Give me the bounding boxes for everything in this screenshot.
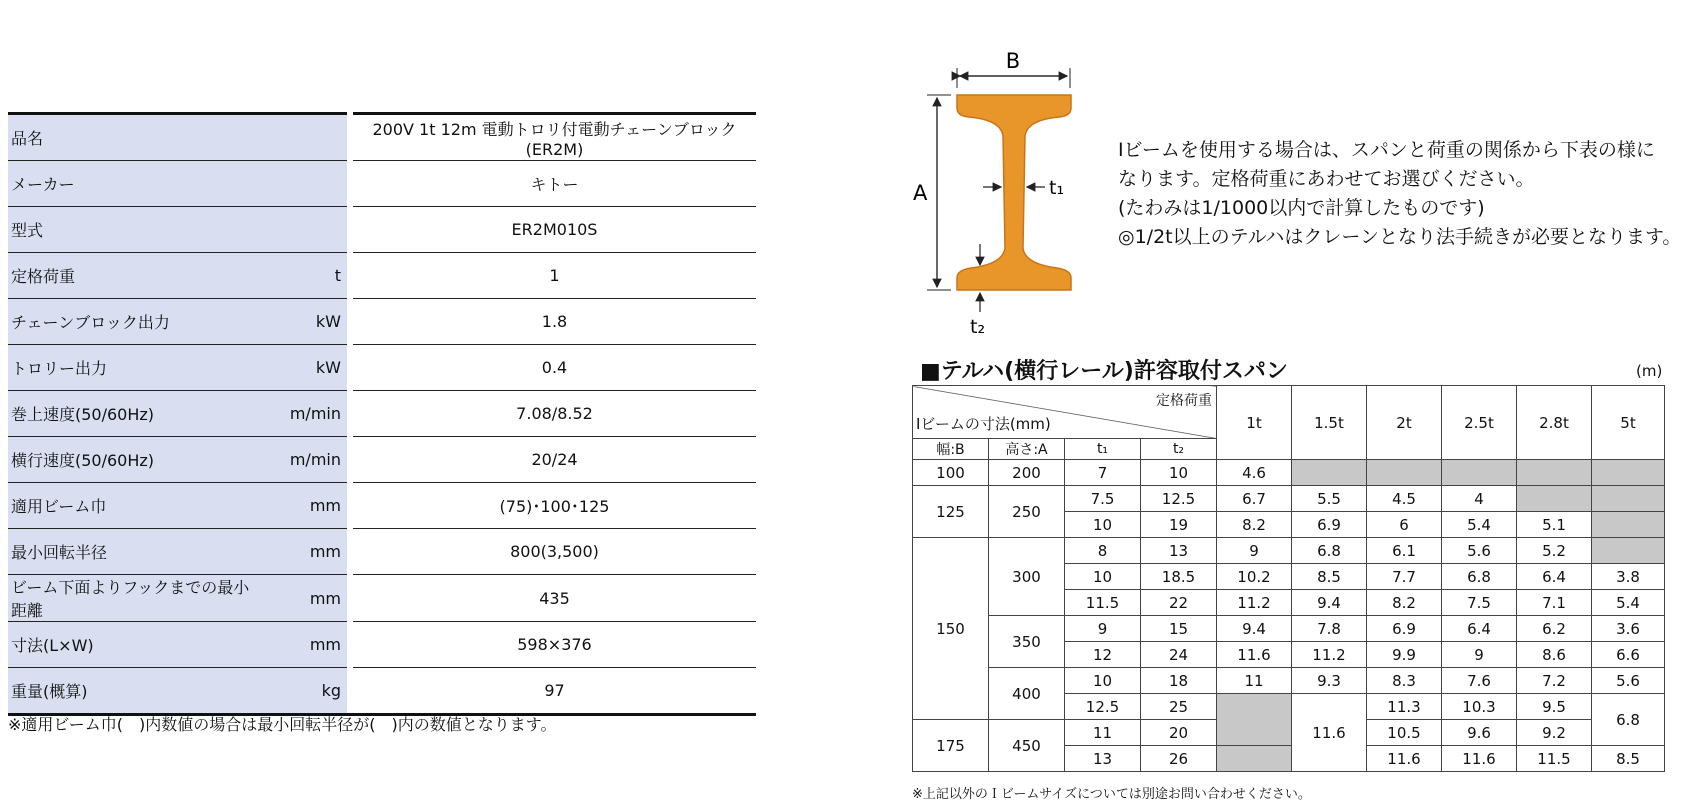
spec-row [8,207,756,253]
span-value-cell: 11.3 [1367,694,1442,720]
beam-dimension-cell: 15 [1141,616,1217,642]
span-value-cell: 7.8 [1292,616,1367,642]
span-value-cell: 11.2 [1217,590,1292,616]
span-value-cell: 10.3 [1442,694,1517,720]
span-row [913,538,1665,564]
beam-dimension-cell: 12 [1065,642,1141,668]
span-value-cell: 11.6 [1292,694,1367,772]
beam-dimension-cell: 12.5 [1141,486,1217,512]
ibeam-label-t2: t₂ [970,316,986,338]
span-value-cell: 11.5 [1517,746,1592,772]
span-value-cell [1292,460,1367,486]
spec-value: 7.08/8.52 [353,391,756,437]
sub-header: 幅:B [913,439,989,460]
beam-dimension-cell: 22 [1141,590,1217,616]
span-value-cell [1592,538,1665,564]
spec-row [8,391,756,437]
spec-unit: mm [256,483,347,529]
beam-dimension-cell: 18 [1141,668,1217,694]
span-table-unit: (m) [1636,362,1663,380]
span-value-cell: 4 [1442,486,1517,512]
beam-dimension-cell: 12.5 [1065,694,1141,720]
span-value-cell: 6.8 [1292,538,1367,564]
spec-value: 1.8 [353,299,756,345]
span-row [913,616,1665,642]
span-value-cell: 6.8 [1442,564,1517,590]
beam-dimension-cell: 10 [1141,460,1217,486]
span-value-cell: 8.6 [1517,642,1592,668]
span-row [913,668,1665,694]
spec-row [8,529,756,575]
span-value-cell: 8.2 [1367,590,1442,616]
span-value-cell: 10.5 [1367,720,1442,746]
spec-value: ER2M010S [353,207,756,253]
spec-row [8,622,756,668]
beam-dimension-cell: 450 [989,720,1065,772]
span-value-cell [1217,694,1292,746]
spec-unit: t [256,253,347,299]
span-value-cell: 10.2 [1217,564,1292,590]
spec-value: 0.4 [353,345,756,391]
spec-value: 598×376 [353,622,756,668]
spec-row [8,299,756,345]
sub-header: t₂ [1141,439,1217,460]
spec-label: 適用ビーム巾 [8,483,256,529]
span-value-cell [1592,460,1665,486]
beam-dimension-cell: 350 [989,616,1065,668]
spec-unit: kW [256,345,347,391]
beam-dimension-cell: 11 [1065,720,1141,746]
span-value-cell: 9.5 [1517,694,1592,720]
spec-row [8,345,756,391]
header-beam-label: Iビームの寸法(mm) [916,415,1051,433]
span-value-cell [1217,746,1292,772]
span-value-cell: 7.5 [1442,590,1517,616]
spec-label: トロリー出力 [8,345,256,391]
ibeam-label-a: A [913,181,928,205]
span-value-cell: 5.1 [1517,512,1592,538]
spec-unit: mm [256,622,347,668]
span-value-cell: 5.5 [1292,486,1367,512]
spec-value: 435 [353,575,756,622]
description-line: Iビームを使用する場合は、スパンと荷重の関係から下表の様に [1118,139,1655,161]
beam-dimension-cell: 100 [913,460,989,486]
span-value-cell: 7.6 [1442,668,1517,694]
spec-label: 型式 [8,207,256,253]
span-value-cell [1442,460,1517,486]
beam-dimension-cell: 125 [913,486,989,538]
spec-row [8,575,756,622]
spec-label: メーカー [8,161,256,207]
ibeam-label-b: B [1005,50,1021,73]
span-value-cell: 8.2 [1217,512,1292,538]
span-value-cell: 6.2 [1517,616,1592,642]
spec-value: 1 [353,253,756,299]
span-value-cell [1592,512,1665,538]
description-line: (たわみは1/1000以内で計算したものです) [1118,197,1485,219]
beam-dimension-cell: 175 [913,720,989,772]
beam-dimension-cell: 150 [913,538,989,720]
beam-dimension-cell: 7.5 [1065,486,1141,512]
spec-row [8,114,756,161]
spec-label: 寸法(L×W) [8,622,256,668]
beam-dimension-cell: 10 [1065,512,1141,538]
beam-dimension-cell: 13 [1141,538,1217,564]
span-value-cell: 9.3 [1292,668,1367,694]
spec-value: 800(3,500) [353,529,756,575]
span-value-cell: 9 [1217,538,1292,564]
spec-label: 最小回転半径 [8,529,256,575]
span-row [913,460,1665,486]
span-row [913,486,1665,512]
load-header: 1.5t [1292,386,1367,460]
beam-dimension-cell: 11.5 [1065,590,1141,616]
spec-row [8,161,756,207]
beam-dimension-cell: 250 [989,486,1065,538]
span-value-cell: 11.6 [1217,642,1292,668]
span-value-cell: 9 [1442,642,1517,668]
spec-table [8,112,756,716]
span-value-cell: 9.4 [1217,616,1292,642]
beam-dimension-cell: 18.5 [1141,564,1217,590]
span-value-cell [1517,486,1592,512]
spec-value: 200V 1t 12m 電動トロリ付電動チェーンブロック(ER2M) [353,114,756,161]
spec-row [8,253,756,299]
beam-dimension-cell: 19 [1141,512,1217,538]
spec-unit [256,207,347,253]
spec-unit: kW [256,299,347,345]
spec-value: (75)･100･125 [353,483,756,529]
spec-note: ※適用ビーム巾( )内数値の場合は最小回転半径が( )内の数値となります。 [8,715,557,734]
span-value-cell: 6.9 [1367,616,1442,642]
spec-label: 品名 [8,114,256,161]
span-value-cell: 7.2 [1517,668,1592,694]
description-line: なります。定格荷重にあわせてお選びください。 [1118,168,1535,190]
span-value-cell [1517,460,1592,486]
span-table-title: ■テルハ(横行レール)許容取付スパン [920,359,1288,384]
span-value-cell: 11.2 [1292,642,1367,668]
ibeam-label-t1: t₁ [1049,177,1065,199]
span-value-cell: 8.5 [1592,746,1665,772]
beam-dimension-cell: 9 [1065,616,1141,642]
spec-row [8,668,756,715]
span-value-cell: 5.6 [1592,668,1665,694]
span-value-cell [1367,460,1442,486]
span-value-cell: 6.4 [1442,616,1517,642]
span-value-cell: 4.5 [1367,486,1442,512]
beam-dimension-cell: 20 [1141,720,1217,746]
spec-value: 97 [353,668,756,715]
beam-dimension-cell: 24 [1141,642,1217,668]
spec-label: 巻上速度(50/60Hz) [8,391,256,437]
span-value-cell: 5.6 [1442,538,1517,564]
load-header: 2.5t [1442,386,1517,460]
span-value-cell: 7.7 [1367,564,1442,590]
span-value-cell: 6.9 [1292,512,1367,538]
span-value-cell: 6.6 [1592,642,1665,668]
beam-dimension-cell: 10 [1065,668,1141,694]
beam-dimension-cell: 25 [1141,694,1217,720]
spec-unit: m/min [256,391,347,437]
beam-dimension-cell: 7 [1065,460,1141,486]
span-value-cell: 11.6 [1367,746,1442,772]
beam-dimension-cell: 300 [989,538,1065,616]
spec-label: ビーム下面よりフックまでの最小距離 [8,575,256,622]
load-header: 2t [1367,386,1442,460]
span-table [912,385,1665,772]
span-value-cell: 4.6 [1217,460,1292,486]
beam-dimension-cell: 400 [989,668,1065,720]
load-header: 1t [1217,386,1292,460]
span-value-cell: 9.2 [1517,720,1592,746]
spec-unit: mm [256,529,347,575]
spec-unit [256,114,347,161]
span-value-cell: 3.8 [1592,564,1665,590]
spec-value: キトー [353,161,756,207]
spec-label: チェーンブロック出力 [8,299,256,345]
span-value-cell: 9.4 [1292,590,1367,616]
span-value-cell: 6.8 [1592,694,1665,746]
span-value-cell: 6 [1367,512,1442,538]
span-value-cell: 6.1 [1367,538,1442,564]
ibeam-diagram [905,50,1105,340]
spec-unit [256,161,347,207]
spec-unit: mm [256,575,347,622]
beam-dimension-cell: 8 [1065,538,1141,564]
sub-header: 高さ:A [989,439,1065,460]
span-value-cell: 8.5 [1292,564,1367,590]
span-table-note: ※上記以外のＩビームサイズについては別途お問い合わせください。 [912,787,1311,802]
span-value-cell: 5.2 [1517,538,1592,564]
span-value-cell: 11.6 [1442,746,1517,772]
beam-dimension-cell: 13 [1065,746,1141,772]
description-line: ◎1/2t以上のテルハはクレーンとなり法手続きが必要となります。 [1118,226,1682,248]
beam-dimension-cell: 10 [1065,564,1141,590]
span-value-cell: 6.7 [1217,486,1292,512]
span-value-cell: 5.4 [1592,590,1665,616]
spec-row [8,437,756,483]
spec-row [8,483,756,529]
spec-value: 20/24 [353,437,756,483]
span-value-cell [1592,486,1665,512]
load-header: 2.8t [1517,386,1592,460]
span-value-cell: 5.4 [1442,512,1517,538]
beam-dimension-cell: 26 [1141,746,1217,772]
spec-unit: kg [256,668,347,715]
spec-label: 横行速度(50/60Hz) [8,437,256,483]
span-header-diagonal [913,386,1217,439]
beam-dimension-cell: 200 [989,460,1065,486]
span-value-cell: 6.4 [1517,564,1592,590]
load-header: 5t [1592,386,1665,460]
description [1118,136,1681,252]
spec-unit: m/min [256,437,347,483]
spec-label: 重量(概算) [8,668,256,715]
header-load-label: 定格荷重 [1156,393,1212,409]
spec-label: 定格荷重 [8,253,256,299]
span-value-cell: 9.6 [1442,720,1517,746]
span-value-cell: 7.1 [1517,590,1592,616]
span-value-cell: 3.6 [1592,616,1665,642]
span-value-cell: 9.9 [1367,642,1442,668]
span-value-cell: 11 [1217,668,1292,694]
sub-header: t₁ [1065,439,1141,460]
span-value-cell: 8.3 [1367,668,1442,694]
